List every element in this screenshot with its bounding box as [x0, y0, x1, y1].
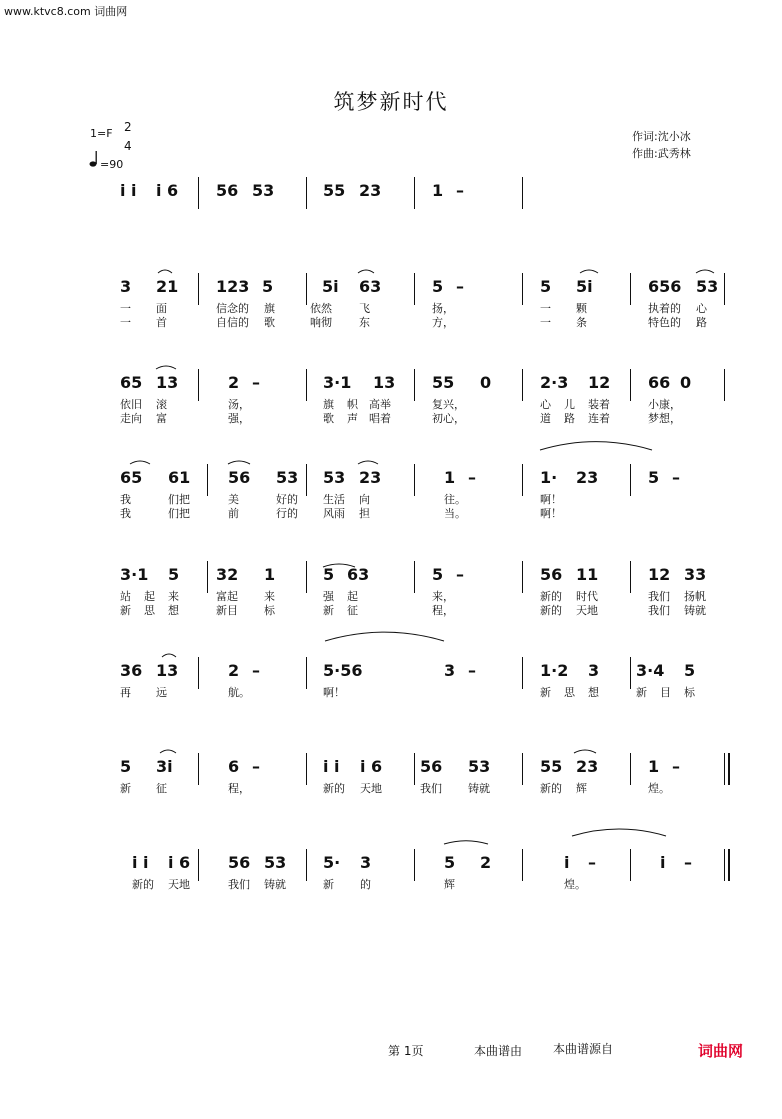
lyric-verse-1: 心	[696, 302, 707, 315]
lyric-verse-1: 帜	[347, 398, 358, 411]
score-note: –	[672, 468, 680, 487]
lyric-verse-1: 旗	[264, 302, 275, 315]
lyric-verse-1: 煌。	[648, 782, 670, 795]
lyric-verse-1: 一	[120, 302, 131, 315]
score-note: 65	[120, 373, 143, 392]
score-note: 123	[216, 277, 250, 296]
lyric-verse-2: 想	[168, 604, 179, 617]
score-note: 33	[684, 565, 707, 584]
lyric-verse-1: 来	[168, 590, 179, 603]
lyric-verse-2: 强，	[228, 412, 250, 425]
lyric-verse-2: 新目	[216, 604, 238, 617]
score-note: 55	[540, 757, 563, 776]
lyric-verse-1: 航。	[228, 686, 250, 699]
score-note: 5	[540, 277, 552, 296]
lyric-verse-1: 站	[120, 590, 131, 603]
lyric-verse-1: 目	[660, 686, 671, 699]
lyric-verse-1: 啊！	[540, 493, 562, 506]
lyric-verse-2: 梦想，	[648, 412, 681, 425]
score-note: 53	[264, 853, 287, 872]
score-note: 55	[323, 181, 346, 200]
lyric-verse-1: 来	[264, 590, 275, 603]
score-note: 53	[252, 181, 275, 200]
score-note: 12	[588, 373, 611, 392]
lyric-verse-1: 扬帆	[684, 590, 706, 603]
score-note: 56	[540, 565, 563, 584]
score-note: 5	[323, 565, 335, 584]
lyric-verse-1: 依旧	[120, 398, 142, 411]
score-note: 0	[680, 373, 692, 392]
lyric-verse-1: 起	[347, 590, 358, 603]
score-note: 2	[228, 661, 240, 680]
lyric-verse-2: 新的	[540, 604, 562, 617]
lyric-verse-2: 思	[144, 604, 155, 617]
lyric-verse-1: 富起	[216, 590, 238, 603]
lyric-verse-1: 美	[228, 493, 239, 506]
lyric-verse-2: 当。	[444, 507, 466, 520]
lyric-verse-2: 路	[696, 316, 707, 329]
score-note: 5i	[322, 277, 339, 296]
lyric-verse-2: 路	[564, 412, 575, 425]
score-note: 5	[120, 757, 132, 776]
score-note: 36	[120, 661, 143, 680]
lyric-verse-1: 滚	[156, 398, 167, 411]
score-note: 13	[373, 373, 396, 392]
score-note: 61	[168, 468, 191, 487]
lyric-verse-1: 远	[156, 686, 167, 699]
lyric-verse-1: 心	[540, 398, 551, 411]
lyric-verse-2: 走向	[120, 412, 142, 425]
score-note: 1·2	[540, 661, 569, 680]
score-note: 3i	[156, 757, 173, 776]
key-signature: 1=F	[90, 127, 113, 140]
lyric-verse-1: 思	[564, 686, 575, 699]
time-signature-top: 2	[124, 120, 132, 134]
score-note: i	[564, 853, 570, 872]
score-note: 23	[359, 181, 382, 200]
lyric-verse-2: 天地	[576, 604, 598, 617]
lyric-verse-2: 风雨	[323, 507, 345, 520]
score-note: 1	[444, 468, 456, 487]
slur	[358, 270, 374, 273]
source-label: 本曲谱源自	[553, 1042, 614, 1056]
brand-logo: 词曲网	[698, 1042, 744, 1060]
score-note: 21	[156, 277, 179, 296]
score-note: 11	[576, 565, 599, 584]
lyric-verse-2: 声	[347, 412, 358, 425]
score-note: 3	[588, 661, 600, 680]
score-note: 23	[576, 468, 599, 487]
score-note: 6	[228, 757, 240, 776]
composer-credit: 作曲:武秀林	[632, 147, 691, 160]
slur	[228, 461, 250, 464]
lyric-verse-2: 们把	[168, 507, 190, 520]
lyric-verse-1: 来，	[432, 590, 454, 603]
lyric-verse-2: 行的	[276, 507, 298, 520]
slur	[572, 829, 666, 836]
lyric-verse-2: 歌	[264, 316, 275, 329]
score-note: 5	[648, 468, 660, 487]
lyric-verse-1: 面	[156, 302, 167, 315]
lyric-verse-1: 再	[120, 686, 131, 699]
lyric-verse-1: 们把	[168, 493, 190, 506]
slur	[444, 841, 488, 844]
lyric-verse-2: 铸就	[684, 604, 706, 617]
score-note: 32	[216, 565, 239, 584]
lyric-verse-2: 初心，	[432, 412, 465, 425]
score-note: 56	[228, 468, 251, 487]
lyric-verse-1: 往。	[444, 493, 466, 506]
lyric-verse-1: 时代	[576, 590, 598, 603]
lyric-verse-2: 东	[359, 316, 370, 329]
score-note: i i	[323, 757, 340, 776]
lyric-verse-2: 道	[540, 412, 551, 425]
lyric-verse-2: 歌	[323, 412, 334, 425]
lyric-verse-2: 标	[264, 604, 275, 617]
site-watermark: www.ktvc8.com 词曲网	[4, 5, 128, 18]
score-note: 3·1	[120, 565, 149, 584]
score-note: i 6	[168, 853, 191, 872]
score-note: 13	[156, 661, 179, 680]
score-note: 5i	[576, 277, 593, 296]
score-note: –	[252, 757, 260, 776]
score-note: i 6	[156, 181, 179, 200]
lyric-verse-1: 强	[323, 590, 334, 603]
score-note: –	[588, 853, 596, 872]
lyric-verse-1: 颗	[576, 302, 587, 315]
lyric-verse-1: 辉	[444, 878, 455, 891]
score-note: 5·	[323, 853, 341, 872]
score-note: 2·3	[540, 373, 569, 392]
slur	[323, 564, 355, 567]
score-note: 5	[262, 277, 274, 296]
lyric-verse-1: 天地	[168, 878, 190, 891]
lyric-verse-1: 标	[684, 686, 695, 699]
score-note: 5	[168, 565, 180, 584]
score-note: 1·	[540, 468, 558, 487]
lyric-verse-1: 旗	[323, 398, 334, 411]
score-note: 3	[360, 853, 372, 872]
score-note: i 6	[360, 757, 383, 776]
lyric-verse-1: 新的	[540, 782, 562, 795]
lyric-verse-1: 新的	[323, 782, 345, 795]
lyric-verse-2: 方，	[432, 316, 454, 329]
lyric-verse-1: 高举	[369, 398, 391, 411]
score-note: 63	[359, 277, 382, 296]
lyric-verse-2: 啊！	[540, 507, 562, 520]
lyric-verse-1: 起	[144, 590, 155, 603]
score-note: 65	[120, 468, 143, 487]
song-title: 筑梦新时代	[333, 90, 449, 114]
lyric-verse-1: 飞	[359, 302, 370, 315]
lyric-verse-2: 一	[120, 316, 131, 329]
lyric-verse-1: 征	[156, 782, 167, 795]
score-note: 56	[216, 181, 239, 200]
score-note: –	[252, 373, 260, 392]
slur	[574, 750, 596, 753]
score-note: 53	[323, 468, 346, 487]
lyric-verse-1: 复兴，	[432, 398, 465, 411]
lyricist-credit: 作词:沈小冰	[632, 130, 691, 143]
lyric-verse-2: 前	[228, 507, 239, 520]
lyric-verse-1: 扬，	[432, 302, 454, 315]
score-note: 5·56	[323, 661, 363, 680]
lyric-verse-1: 向	[359, 493, 370, 506]
score-note: 66	[648, 373, 671, 392]
lyric-verse-2: 征	[347, 604, 358, 617]
lyric-verse-1: 好的	[276, 493, 298, 506]
score-note: 56	[420, 757, 443, 776]
score-note: 5	[684, 661, 696, 680]
slur	[162, 654, 176, 657]
lyric-verse-1: 程，	[228, 782, 250, 795]
score-note: 3	[444, 661, 456, 680]
score-note: 5	[432, 565, 444, 584]
score-note: 55	[432, 373, 455, 392]
lyric-verse-2: 担	[359, 507, 370, 520]
lyric-verse-2: 程，	[432, 604, 454, 617]
slur	[580, 270, 598, 273]
slur	[160, 750, 176, 753]
score-note: 3·4	[636, 661, 665, 680]
lyric-verse-1: 铸就	[468, 782, 490, 795]
lyric-verse-1: 煌。	[564, 878, 586, 891]
lyric-verse-1: 想	[588, 686, 599, 699]
score-note: 3	[120, 277, 132, 296]
score-note: 656	[648, 277, 682, 296]
score-note: 1	[264, 565, 276, 584]
score-note: 0	[480, 373, 492, 392]
lyric-verse-1: 我们	[228, 878, 250, 891]
lyric-verse-1: 新	[323, 878, 334, 891]
lyric-verse-2: 我们	[648, 604, 670, 617]
score-note: –	[468, 468, 476, 487]
score-note: –	[672, 757, 680, 776]
score-note: –	[456, 565, 464, 584]
score-note: 1	[648, 757, 660, 776]
score-note: 53	[696, 277, 719, 296]
score-note: –	[252, 661, 260, 680]
lyric-verse-1: 铸就	[264, 878, 286, 891]
lyric-verse-1: 新的	[132, 878, 154, 891]
slur	[696, 270, 714, 273]
score-note: –	[456, 181, 464, 200]
score-note: –	[468, 661, 476, 680]
source-prefix: 本曲谱由	[474, 1044, 523, 1058]
lyric-verse-2: 新	[323, 604, 334, 617]
lyric-verse-1: 依然	[310, 302, 332, 315]
lyric-verse-1: 装着	[588, 398, 610, 411]
lyric-verse-1: 一	[540, 302, 551, 315]
score-note: 13	[156, 373, 179, 392]
lyric-verse-2: 自信的	[216, 316, 249, 329]
score-note: 5	[432, 277, 444, 296]
lyric-verse-2: 特色的	[648, 316, 681, 329]
score-note: 12	[648, 565, 671, 584]
lyric-verse-1: 汤，	[228, 398, 250, 411]
slur	[130, 461, 150, 464]
score-note: i i	[120, 181, 137, 200]
score-note: –	[456, 277, 464, 296]
lyric-verse-1: 我们	[420, 782, 442, 795]
slur	[158, 270, 172, 273]
lyric-verse-1: 小康，	[648, 398, 681, 411]
lyric-verse-1: 生活	[323, 493, 345, 506]
lyric-verse-1: 执着的	[648, 302, 681, 315]
lyric-verse-2: 连着	[588, 412, 610, 425]
slur	[540, 442, 652, 450]
lyric-verse-1: 啊！	[323, 686, 345, 699]
score-note: 2	[480, 853, 492, 872]
lyric-verse-1: 新的	[540, 590, 562, 603]
lyric-verse-2: 富	[156, 412, 167, 425]
slur	[358, 461, 378, 464]
score-note: 56	[228, 853, 251, 872]
slur	[325, 632, 444, 641]
score-note: 23	[576, 757, 599, 776]
lyric-verse-1: 新	[636, 686, 647, 699]
time-signature-bottom: 4	[124, 139, 132, 153]
lyric-verse-1: 的	[360, 878, 371, 891]
score-note: 63	[347, 565, 370, 584]
score-note: i i	[132, 853, 149, 872]
score-note: 1	[432, 181, 444, 200]
lyric-verse-2: 首	[156, 316, 167, 329]
lyric-verse-1: 儿	[564, 398, 575, 411]
lyric-verse-2: 响彻	[310, 316, 332, 329]
score-note: i	[660, 853, 666, 872]
page-number: 第 1页	[388, 1044, 424, 1058]
score-note: –	[684, 853, 692, 872]
lyric-verse-1: 新	[540, 686, 551, 699]
lyric-verse-1: 新	[120, 782, 131, 795]
score-note: 23	[359, 468, 382, 487]
lyric-verse-2: 我	[120, 507, 131, 520]
lyric-verse-1: 信念的	[216, 302, 249, 315]
score-note: 53	[276, 468, 299, 487]
score-note: 3·1	[323, 373, 352, 392]
lyric-verse-2: 一	[540, 316, 551, 329]
score-note: 53	[468, 757, 491, 776]
lyric-verse-1: 我们	[648, 590, 670, 603]
lyric-verse-1: 我	[120, 493, 131, 506]
score-note: 5	[444, 853, 456, 872]
score-note: 2	[228, 373, 240, 392]
lyric-verse-2: 条	[576, 316, 587, 329]
lyric-verse-1: 天地	[360, 782, 382, 795]
tempo-marking: =90	[100, 158, 124, 171]
lyric-verse-1: 辉	[576, 782, 587, 795]
slur	[156, 366, 176, 369]
lyric-verse-2: 新	[120, 604, 131, 617]
lyric-verse-2: 唱着	[369, 412, 391, 425]
